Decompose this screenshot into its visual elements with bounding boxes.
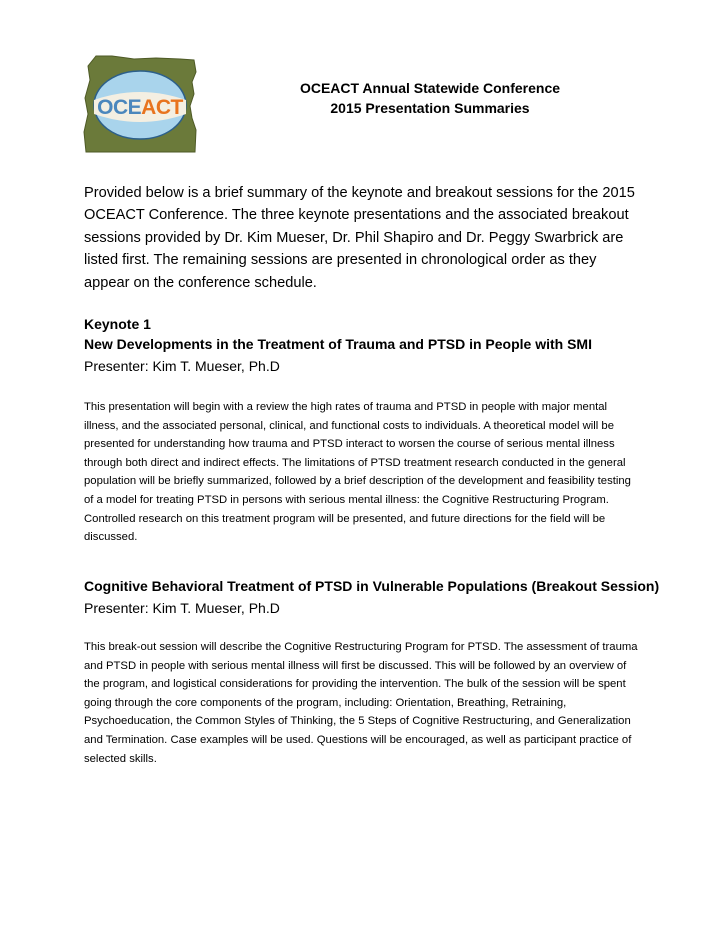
logo-text-oce: OCE xyxy=(97,96,142,119)
session-presenter: Presenter: Kim T. Mueser, Ph.D xyxy=(84,600,280,616)
session-description: This break-out session will describe the Cognitive Restructuring Program for PTSD. The assessment of trauma and PTSD in people with serious mental illness will first be discussed. This will be followed by an overview of the program, and logistical considerations for providing the intervention. The bulk of the session will be spent going through the core components of the program, including: Orientation, Breathing, Retraining, Psychoeducation, the Common Styles of Thinking, the 5 Steps of Cognitive Restructuring, and Generalization and Termination. Case examples will be used. Questions will be encouraged, as well as participant practice of selected skills. xyxy=(84,641,638,765)
oregon-state-logo-icon xyxy=(82,54,200,154)
session-description: This presentation will begin with a review the high rates of trauma and PTSD in people with major mental illness, and the associated personal, clinical, and functional costs to individuals. A theoretical model will be presented for understanding how trauma and PTSD interact to worsen the course of serious mental illness through both direct and indirect effects. The limitations of PTSD treatment research conducted in the general population will be briefly summarized, followed by a brief description of the development and feasibility testing of a model for treating PTSD in persons with serious mental illness: the Cognitive Restructuring Program. Controlled research on this treatment program will be presented, and future directions for the field will be discussed. xyxy=(84,401,631,544)
session-presenter: Presenter: Kim T. Mueser, Ph.D xyxy=(84,358,280,374)
title-line-1: OCEACT Annual Statewide Conference xyxy=(299,80,561,96)
oceact-logo xyxy=(82,54,200,154)
keynote-1-section xyxy=(84,314,644,544)
document-title xyxy=(230,78,630,118)
session-title: Cognitive Behavioral Treatment of PTSD in Vulnerable Populations (Breakout Session) xyxy=(84,578,660,594)
session-label: Keynote 1 xyxy=(84,316,151,332)
session-title: New Developments in the Treatment of Trauma and PTSD in People with SMI xyxy=(84,336,592,352)
svg-text:OCEACT xyxy=(97,96,183,119)
breakout-session-section xyxy=(84,576,660,765)
logo-text-act: ACT xyxy=(141,96,183,119)
title-line-2: 2015 Presentation Summaries xyxy=(330,100,530,116)
intro-paragraph: Provided below is a brief summary of the keynote and breakout sessions for the 2015 OCEACT Conference. The three keynote presentations and the associated breakout sessions provided by Dr. Kim Mueser, Dr. Phil Shapiro and Dr. Peggy Swarbrick are listed first. The remaining sessions are presented in chronological order as they appear on the conference schedule. xyxy=(84,185,635,291)
